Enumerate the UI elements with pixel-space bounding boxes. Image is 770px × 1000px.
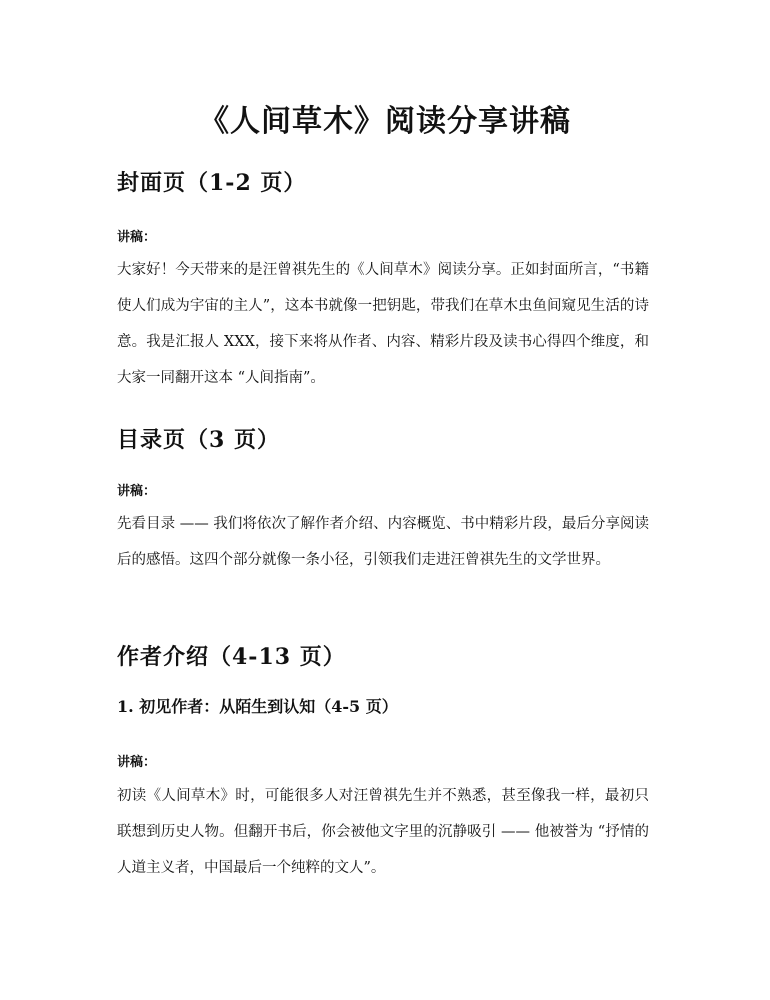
- speech-label: 讲稿：: [117, 484, 157, 499]
- subsection-heading-first-meeting: 1. 初见作者：从陌生到认知（4-5 页）: [117, 697, 398, 716]
- document-title: 《人间草木》阅读分享讲稿: [199, 104, 571, 139]
- section-heading-toc: 目录页（3 页）: [117, 427, 280, 453]
- speech-label: 讲稿：: [117, 230, 157, 245]
- section-heading-cover: 封面页（1-2 页）: [117, 170, 307, 196]
- speech-paragraph-cover: 大家好！今天带来的是汪曾祺先生的《人间草木》阅读分享。正如封面所言，“书籍使人们成为宇宙的主人”，这本书就像一把钥匙，带我们在草木虫鱼间窥见生活的诗意。我是汇报人 XXX，接下来将从作者、内容、精彩片段及读书心得四个维度，和大家一同翻开这本 “人间指南”。: [117, 262, 649, 386]
- speech-paragraph-toc: 先看目录 —— 我们将依次了解作者介绍、内容概览、书中精彩片段，最后分享阅读后的感悟。这四个部分就像一条小径，引领我们走进汪曾祺先生的文学世界。: [117, 516, 649, 568]
- speech-label: 讲稿：: [117, 755, 157, 770]
- speech-paragraph-author: 初读《人间草木》时，可能很多人对汪曾祺先生并不熟悉，甚至像我一样，最初只联想到历史人物。但翻开书后，你会被他文字里的沉静吸引 —— 他被誉为 “抒情的人道主义者，中国最后一个纯粹的文人”。: [117, 788, 649, 876]
- section-heading-author: 作者介绍（4-13 页）: [117, 644, 346, 670]
